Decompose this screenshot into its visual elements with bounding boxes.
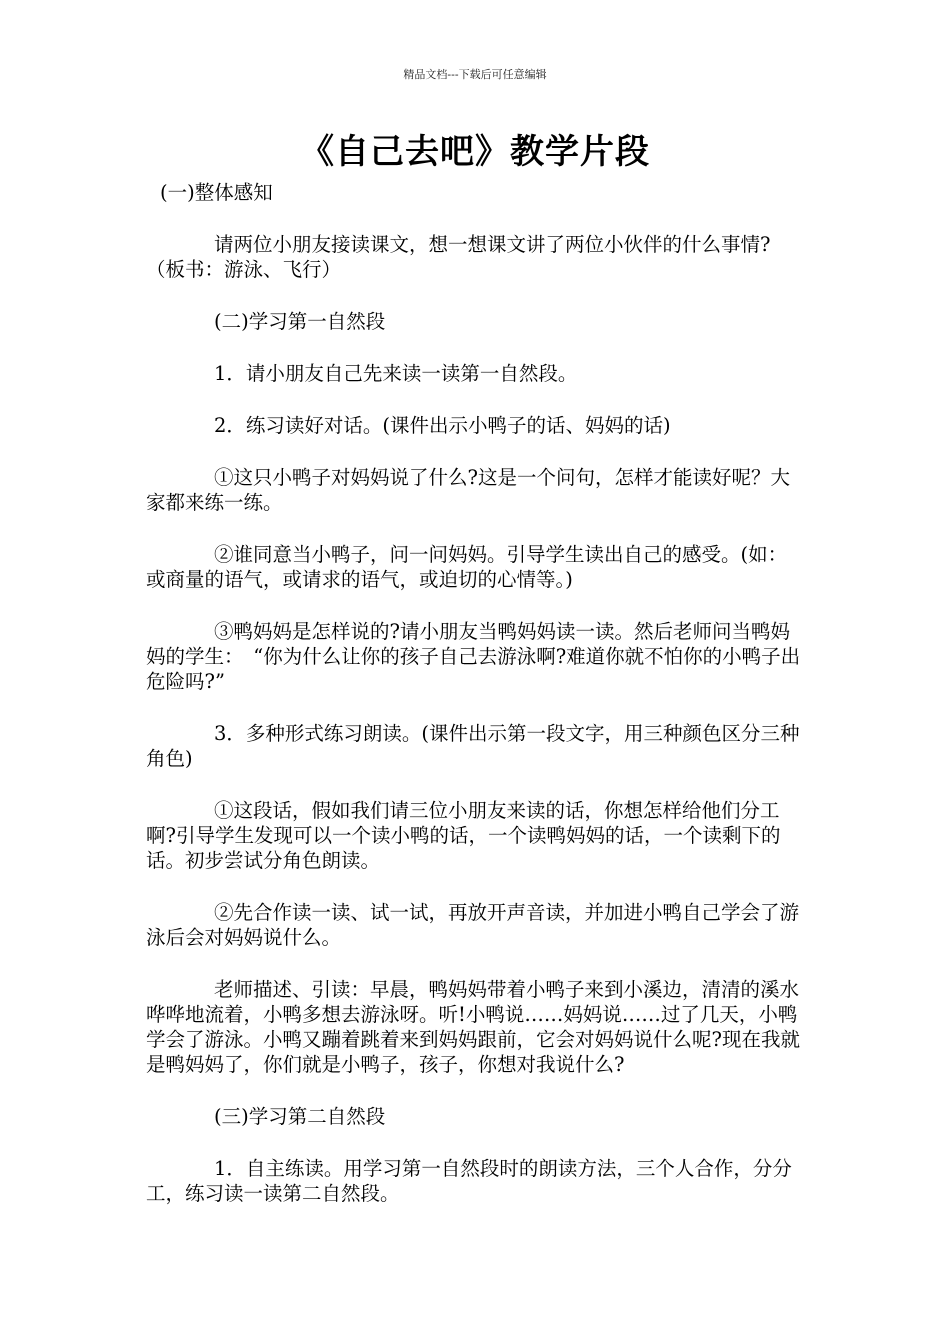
- paragraph: 3．多种形式练习朗读。(课件出示第一段文字，用三种颜色区分三种角色): [146, 722, 800, 770]
- paragraph: ②先合作读一读、试一试，再放开声音读，并加进小鸭自己学会了游泳后会对妈妈说什么。: [146, 901, 800, 949]
- document-title: 《自己去吧》教学片段: [300, 132, 650, 172]
- section-heading-2: (二)学习第一自然段: [214, 310, 386, 333]
- document-body: [146, 180, 806, 1233]
- page-header: 精品文档---下载后可任意编辑: [403, 68, 547, 81]
- paragraph: 请两位小朋友接读课文，想一想课文讲了两位小伙伴的什么事情?（板书：游泳、飞行）: [146, 233, 771, 281]
- paragraph: ③鸭妈妈是怎样说的?请小朋友当鸭妈妈读一读。然后老师问当鸭妈妈的学生： “你为什么让你的孩子自己去游泳啊?难道你就不怕你的小鸭子出危险吗?”: [146, 620, 801, 693]
- paragraph: ①这段话，假如我们请三位小朋友来读的话，你想怎样给他们分工啊?引导学生发现可以一个读小鸭的话，一个读鸭妈妈的话，一个读剩下的话。初步尝试分角色朗读。: [146, 799, 781, 872]
- paragraph: ①这只小鸭子对妈妈说了什么?这是一个问句，怎样才能读好呢？大家都来练一练。: [146, 466, 790, 514]
- paragraph: 1．请小朋友自己先来读一读第一自然段。: [214, 362, 578, 385]
- section-heading-1: (一)整体感知: [160, 181, 273, 204]
- paragraph: ②谁同意当小鸭子，问一问妈妈。引导学生读出自己的感受。(如：或商量的语气，或请求的语气，或迫切的心情等。): [146, 543, 788, 591]
- paragraph: 老师描述、引读：早晨，鸭妈妈带着小鸭子来到小溪边，清清的溪水哗哗地流着，小鸭多想去游泳呀。听!小鸭说……妈妈说……过了几天，小鸭学会了游泳。小鸭又蹦着跳着来到妈妈跟前，它会对妈妈说什么呢?现在我就是鸭妈妈了，你们就是小鸭子，孩子，你想对我说什么?: [146, 978, 800, 1076]
- paragraph: 2．练习读好对话。(课件出示小鸭子的话、妈妈的话): [214, 414, 671, 437]
- section-heading-3: (三)学习第二自然段: [214, 1105, 386, 1128]
- paragraph: 1．自主练读。用学习第一自然段时的朗读方法，三个人合作，分分工，练习读一读第二自然段。: [146, 1157, 792, 1205]
